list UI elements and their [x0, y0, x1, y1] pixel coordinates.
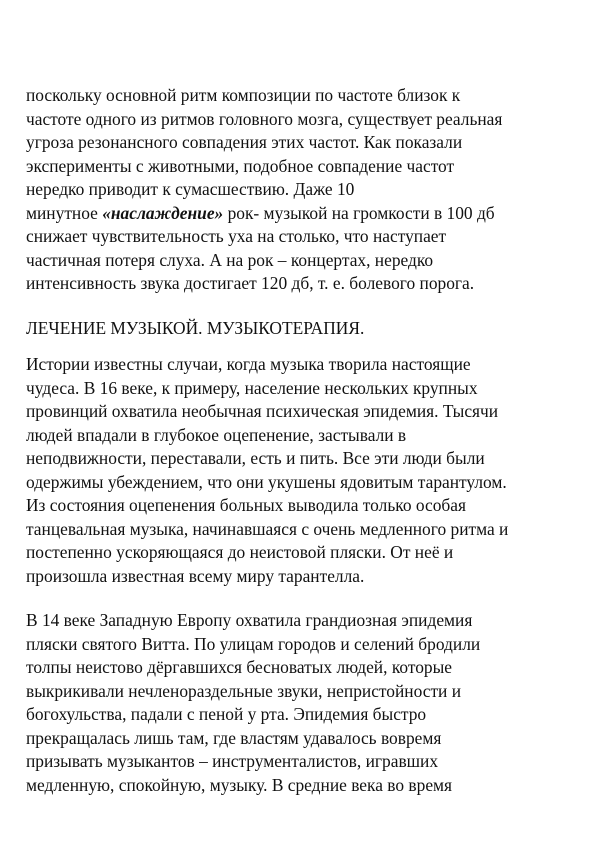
text-line: толпы неистово дёргавшихся бесноватых людей, которые [26, 657, 453, 677]
text-line: постепенно ускоряющаяся до неистовой пляски. От неё и [26, 542, 454, 562]
text-line: неподвижности, переставали, есть и пить. Все эти люди были [26, 448, 485, 468]
text-line: танцевальная музыка, начинавшаяся с очень медленного ритма и [26, 518, 509, 539]
paragraph-tarantella [26, 353, 576, 588]
text-line [26, 202, 576, 226]
text-line: В 14 веке Западную Европу охватила грандиозная эпидемия [26, 610, 473, 630]
heading-text: ЛЕЧЕНИЕ МУЗЫКОЙ. МУЗЫКОТЕРАПИЯ. [26, 318, 365, 338]
paragraph-st-vitus-dance [26, 609, 576, 797]
text-line: интенсивность звука достигает 120 дб, т. е. болевого порога. [26, 273, 475, 293]
text-line: чудеса. В 16 веке, к примеру, население нескольких крупных [26, 377, 478, 398]
text-line: медленную, спокойную, музыку. В средние века во время [26, 774, 453, 795]
paragraph-rock-music-effects [26, 84, 576, 296]
text-line: угроза резонансного совпадения этих частот. Как показали [26, 132, 463, 152]
text-line: пляски святого Витта. По улицам городов и селений бродили [26, 633, 481, 654]
text-line: нередко приводит к сумасшествию. Даже 10 [26, 179, 355, 199]
section-heading [26, 317, 576, 341]
text-line: Из состояния оцепенения больных выводила только особая [26, 495, 466, 515]
text-line: поскольку основной ритм композиции по частоте близок к [26, 85, 461, 105]
text-line: провинций охватила необычная психическая эпидемия. Тысячи [26, 401, 499, 421]
text-line: одержимы убеждением, что они укушены ядовитым тарантулом. [26, 471, 507, 492]
text-line: частичная потеря слуха. А на рок – концертах, нередко [26, 249, 434, 270]
emphasized-word: «наслаждение» [102, 202, 224, 223]
text-line: богохульства, падали с пеной у рта. Эпидемия быстро [26, 704, 427, 724]
text-line: эксперименты с животными, подобное совпадение частот [26, 155, 455, 176]
text-line: снижает чувствительность уха на столько, что наступает [26, 226, 447, 246]
text-line: людей впадали в глубокое оцепенение, застывали в [26, 424, 407, 445]
text-segment: рок- музыкой на громкости в 100 дб [223, 202, 495, 223]
text-line: призывать музыкантов – инструменталистов, игравших [26, 751, 439, 771]
text-line: выкрикивали нечленораздельные звуки, непристойности и [26, 680, 462, 701]
text-line: прекращалась лишь там, где властям удавалось вовремя [26, 727, 442, 748]
text-line: произошла известная всему миру тарантелла. [26, 565, 365, 586]
text-segment: минутное [26, 202, 103, 223]
text-line: частоте одного из ритмов головного мозга, существует реальная [26, 108, 503, 129]
text-line: Истории известны случаи, когда музыка творила настоящие [26, 354, 471, 374]
